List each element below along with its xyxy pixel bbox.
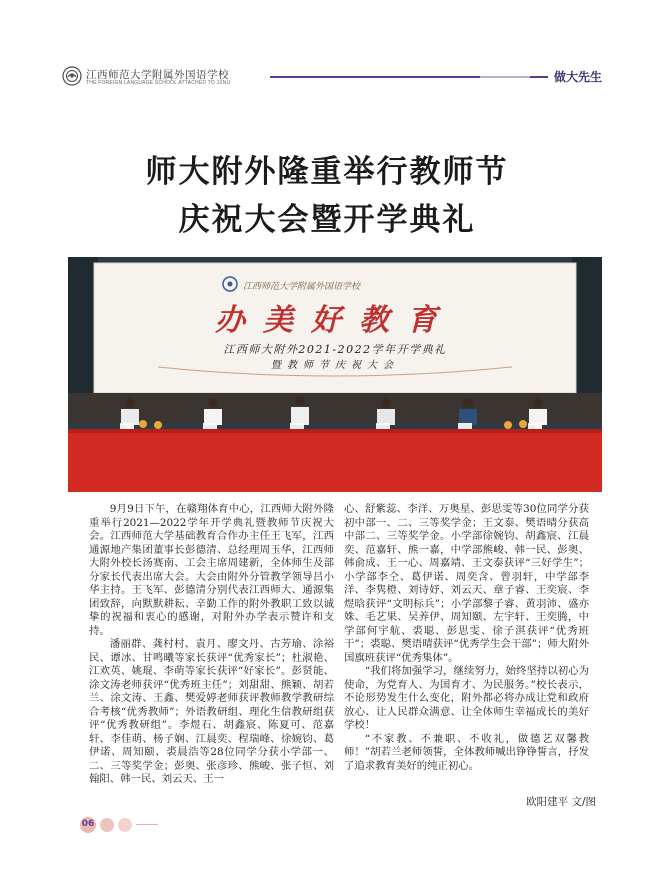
banner-event-line1: 江西师大附外2021-2022学年开学典礼 xyxy=(223,343,447,356)
byline: 欧阳建平 文/图 xyxy=(526,796,596,808)
article-column-right xyxy=(344,503,589,773)
footer-dot xyxy=(100,818,114,832)
paragraph: 9月9日下午，在赣翔体育中心，江西师大附外隆重举行2021—2022学年开学典礼暨教师节庆祝大会。江西师范大学基础教育合作办主任王飞军，江西通源地产集团董事长彭德清、总经理周玉华，江西师大附外校长汤赛南、工会主席周建新，全体师生及部分家长代表出席大会。大会由附外分管教学领导吕小华主持。王飞军、彭德清分别代表江西师大、通源集团致辞，向默默耕耘、辛勤工作的附外教职工致以诚挚的祝福和衷心的感谢，对附外办学表示赞许和支持。 xyxy=(89,503,334,637)
school-name-en: THE FOREIGN LANGUAGE SCHOOL ATTACHED TO JXNU xyxy=(86,80,231,86)
banner-school-name: 江西师范大学附属外国语学校 xyxy=(243,282,361,292)
banner-slogan: 办美好教育 xyxy=(215,303,455,338)
page-number: 06 xyxy=(81,819,95,829)
footer-dot xyxy=(118,818,132,832)
banner-event-line2: 暨教师节庆祝大会 xyxy=(271,360,399,371)
article-column-left xyxy=(89,503,334,787)
school-name-cn: 江西师范大学附属外国语学校 xyxy=(86,69,229,81)
page-header xyxy=(62,66,602,88)
footer-rule xyxy=(136,824,158,825)
article-title-line1: 师大附外隆重举行教师节 xyxy=(145,154,509,190)
ceremony-photo xyxy=(68,257,602,492)
school-emblem-icon xyxy=(62,66,82,86)
paragraph: 心、舒紫蕊、李洋、万奥星、彭思雯等30位同学分获初中部一、二、三等奖学金；王文泰、樊语晴分获高中部二、三等奖学金。小学部徐婉钧、胡鑫宸、江晨奕、范嘉轩、熊一嘉，中学部熊峻、韩一民、彭奥、韩俞成、王一心、周嘉靖、王文泰获评“三好学生”；小学部李仝、葛伊诺、周奕含、曾羽轩，中学部李洋、李隽橙、刘诗妤、刘云天、章子睿、王奕宸、李煜晗获评“文明标兵”；小学部黎子睿、黄羽沛、盛亦姝、毛艺果、吴养伊、周知颐、左宇轩、王奕腾，中学部何宇航、裘聪、彭思雯、徐子淇获评“优秀班干”；裘聪、樊语晴获评“优秀学生会干部”；师大附外国旗班获评“优秀集体”。 xyxy=(344,503,589,664)
header-divider-light xyxy=(480,76,530,78)
paragraph: “我们将加强学习，继续努力，始终坚持以初心为使命，为党育人、为国育才、为民服务。”校长表示，不论形势发生什么变化，附外都必将办成让党和政府放心、让人民群众满意、让全体师生幸福成长的美好学校！ xyxy=(344,665,589,731)
article-title-line2: 庆祝大会暨开学典礼 xyxy=(178,202,476,238)
ceremony-scene xyxy=(68,257,602,492)
paragraph: 潘丽群、龚村村、袁月、廖文丹、古芳瑜、涂裕民、谭冰、甘鸣曦等家长获评“优秀家长”；杜淑艳、江欢英、姚琨、李萌等家长获评“好家长”。彭贤能、涂文涛老师获评“优秀班主任”；刘甜甜、熊颖、胡若兰、涂文涛、王鑫、樊爱婷老师获评教师教学教研综合考核“优秀教师”；外语教研组、理化生信教研组获评“优秀教研组”。李煜石、胡鑫宸、陈夏可、范嘉轩、李佳萌、杨子娴、江晨奕、程瑞峰、徐婉钧、葛伊诺、周知颐、裘晨浩等28位同学分获小学部一、二、三等奖学金；彭奥、张彦珍、熊峻、张子恒、刘翰阳、韩一民、刘云天、王一 xyxy=(89,638,334,785)
header-divider-end xyxy=(530,76,548,78)
header-divider xyxy=(270,76,480,78)
page-footer xyxy=(80,817,200,833)
paragraph: “不家教、不兼职、不收礼，做德艺双馨教师！”胡若兰老师领誓，全体教师喊出铮铮誓言，抒发了追求教育美好的纯正初心。 xyxy=(344,732,589,772)
section-tag: 做大先生 xyxy=(553,70,602,84)
